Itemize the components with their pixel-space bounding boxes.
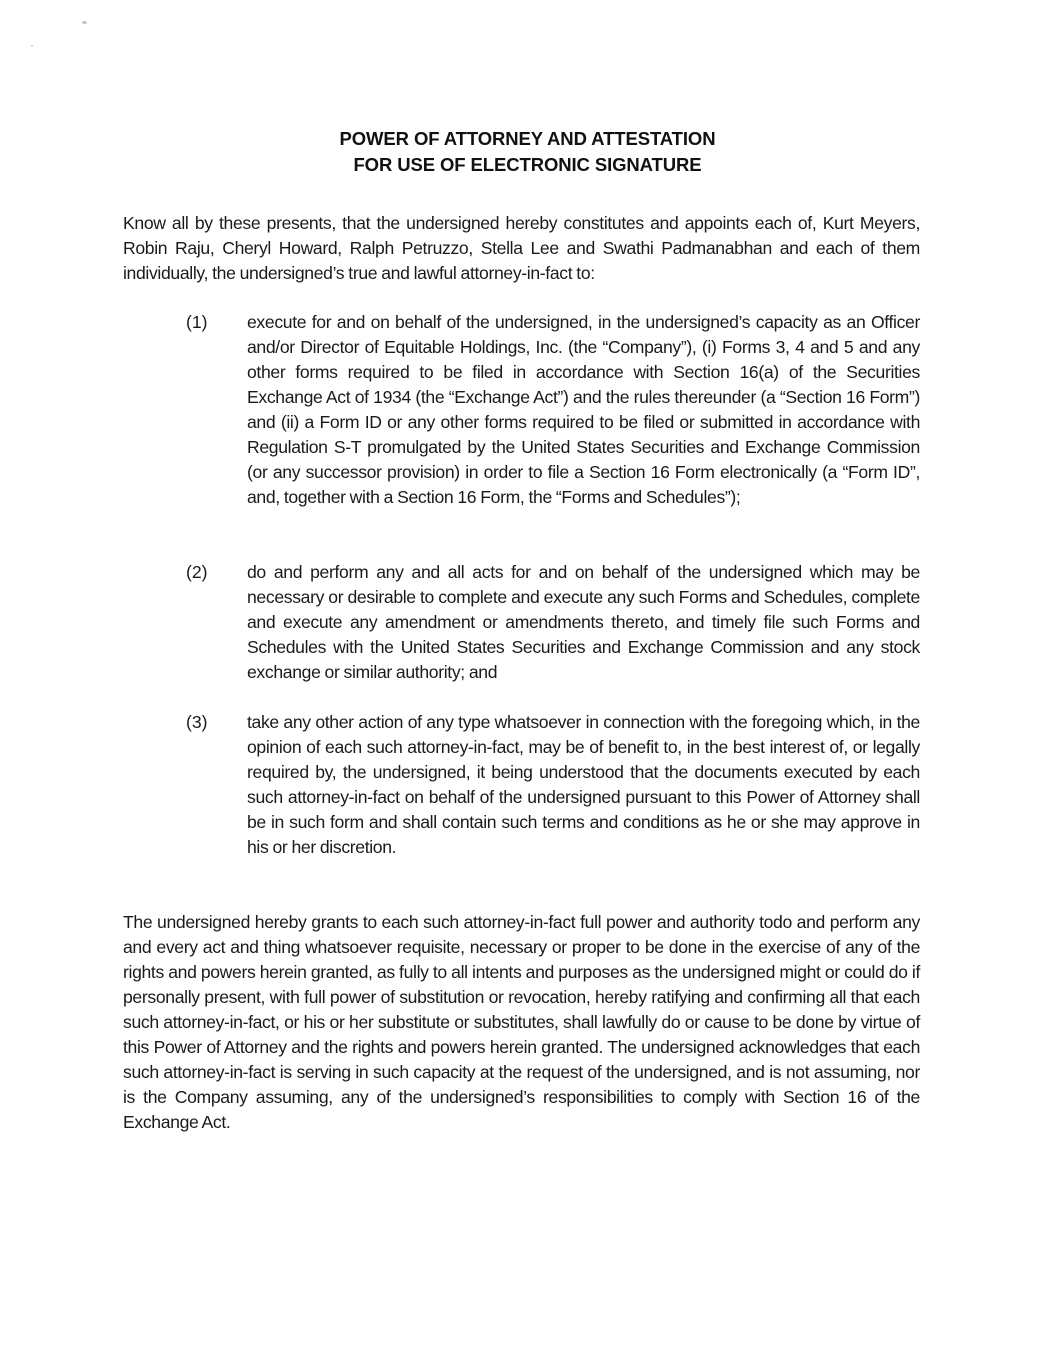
closing-paragraph: The undersigned hereby grants to each such attorney-in-fact full power and authority todo and perform any and every act and thing whatsoever requisite, necessary or proper to be done in the exercise of any of the rights and powers herein granted, as fully to all intents and purposes as the undersigned might or could do if personally present, with full power of substitution or revocation, hereby ratifying and confirming all that each such attorney-in-fact, or his or her substitute or substitutes, shall lawfully do or cause to be done by virtue of this Power of Attorney and the rights and powers herein granted. The undersigned acknowledges that each such attorney-in-fact is serving in such capacity at the request of the undersigned, and is not assuming, nor is the Company assuming, any of the undersigned’s responsibilities to comply with Section 16 of the Exchange Act. xyxy=(123,912,920,1132)
item-text: execute for and on behalf of the undersigned, in the undersigned’s capacity as an Officer and/or Director of Equitable Holdings, Inc. (the “Company”), (i) Forms 3, 4 and 5 and any other forms required to be filed in accordance with Section 16(a) of the Securities Exchange Act of 1934 (the “Exchange Act”) and the rules thereunder (a “Section 16 Form”) and (ii) a Form ID or any other forms required to be filed or submitted in accordance with Regulation S-T promulgated by the United States Securities and Exchange Commission (or any successor provision) in order to file a Section 16 Form electronically (a “Form ID”, and, together with a Section 16 Form, the “Forms and Schedules”); xyxy=(247,312,920,507)
item-number: (1) xyxy=(186,312,208,332)
item-number: (3) xyxy=(186,712,208,732)
intro-paragraph: Know all by these presents, that the undersigned hereby constitutes and appoints each of, Kurt Meyers, Robin Raju, Cheryl Howard, Ralph Petruzzo, Stella Lee and Swathi Padmanabhan and each of them individually, the undersigned’s true and lawful attorney-in-fact to: xyxy=(123,213,920,283)
item-text: take any other action of any type whatsoever in connection with the foregoing which, in the opinion of each such attorney-in-fact, may be of benefit to, in the best interest of, or legally required by, the undersigned, it being understood that the documents executed by each such attorney-in-fact on behalf of the undersigned pursuant to this Power of Attorney shall be in such form and shall contain such terms and conditions as he or she may approve in his or her discretion. xyxy=(247,712,920,857)
document-title xyxy=(0,126,1055,178)
title-line-1: POWER OF ATTORNEY AND ATTESTATION xyxy=(339,128,716,149)
scan-speck xyxy=(31,45,33,47)
item-text: do and perform any and all acts for and on behalf of the undersigned which may be necessary or desirable to complete and execute any such Forms and Schedules, complete and execute any amendment or amendments thereto, and timely file such Forms and Schedules with the United States Securities and Exchange Commission and any stock exchange or similar authority; and xyxy=(247,562,920,682)
scan-speck xyxy=(82,21,87,24)
title-line-2: FOR USE OF ELECTRONIC SIGNATURE xyxy=(353,154,702,175)
item-number: (2) xyxy=(186,562,208,582)
